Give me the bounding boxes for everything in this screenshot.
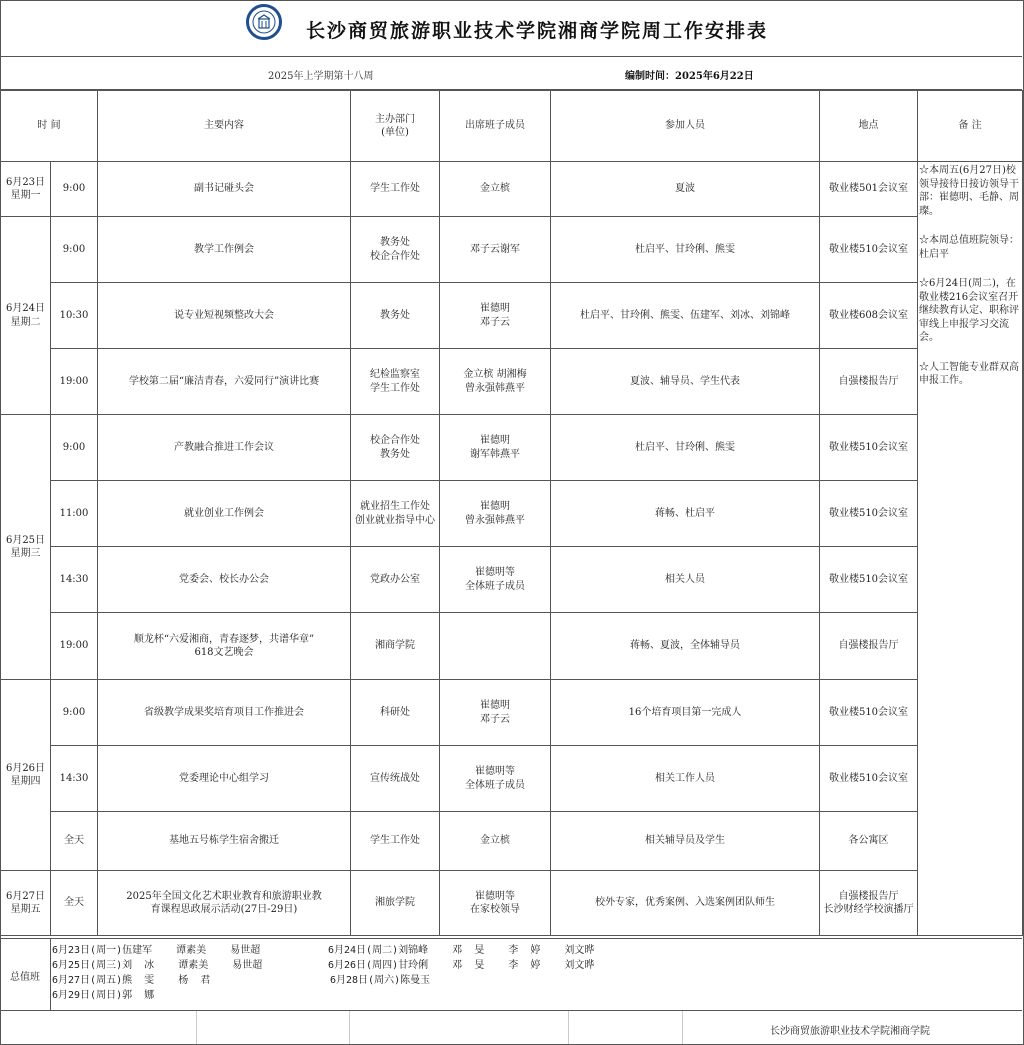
cell-leaders: 崔德明等 全体班子成员 [440, 547, 551, 613]
remark-item: ☆本周五(6月27日)校领导接待日接访领导干部：崔德明、毛静、周璨。 [919, 165, 1019, 217]
cell-time: 9:00 [51, 680, 98, 746]
cell-time: 14:30 [51, 547, 98, 613]
table-row [1, 481, 1023, 547]
table-row [1, 415, 1023, 481]
day-weekday: 星期四 [10, 776, 41, 787]
remark-item: ☆6月24日(周二)，在敬业楼216会议室召开继续教育认定、职称评审线上申报学习交流会。 [919, 278, 1019, 343]
duty-label: 总值班 [0, 939, 51, 1011]
cell-leaders: 崔德明 曾永强韩燕平 [440, 481, 551, 547]
page-header [0, 0, 1022, 57]
cell-attendees: 相关人员 [551, 547, 820, 613]
cell-time: 11:00 [51, 481, 98, 547]
day-cell [1, 871, 51, 936]
day-weekday: 星期五 [10, 904, 41, 915]
header-location: 地点 [820, 91, 918, 162]
cell-attendees: 夏波 [551, 162, 820, 217]
cell-time: 9:00 [51, 162, 98, 217]
cell-dept: 学生工作处 [351, 812, 440, 871]
cell-leaders [440, 613, 551, 680]
duty-section [0, 938, 1022, 1011]
cell-attendees: 相关辅导员及学生 [551, 812, 820, 871]
compiled-date: 编制时间：2025年6月22日 [625, 71, 754, 82]
cell-content: 党委理论中心组学习 [98, 746, 351, 812]
cell-content: 学校第二届“廉洁青春，六爱同行”演讲比赛 [98, 349, 351, 415]
cell-attendees: 夏波、辅导员、学生代表 [551, 349, 820, 415]
cell-leaders: 金立槟 [440, 812, 551, 871]
header-content: 主要内容 [98, 91, 351, 162]
cell-location: 各公寓区 [820, 812, 918, 871]
footer-divider [568, 1011, 683, 1044]
cell-leaders: 崔德明 邓子云 [440, 680, 551, 746]
cell-dept: 就业招生工作处 创业就业指导中心 [351, 481, 440, 547]
footer-divider [349, 1011, 569, 1044]
duty-line: 6月27日(周五)熊 雯 杨 君 [52, 975, 211, 986]
day-weekday: 星期三 [10, 548, 41, 559]
header-leaders: 出席班子成员 [440, 91, 551, 162]
duty-line: 6月24日(周二)刘锦峰 邓 旻 李 婷 刘文晔 [328, 945, 595, 956]
cell-time: 9:00 [51, 217, 98, 283]
cell-leaders: 崔德明 谢军韩燕平 [440, 415, 551, 481]
cell-time: 9:00 [51, 415, 98, 481]
cell-dept: 教务处 [351, 283, 440, 349]
table-header-row [1, 91, 1023, 162]
cell-content: 副书记碰头会 [98, 162, 351, 217]
cell-dept: 校企合作处 教务处 [351, 415, 440, 481]
cell-location: 敬业楼510会议室 [820, 415, 918, 481]
header-dept: 主办部门 (单位) [351, 91, 440, 162]
cell-time: 19:00 [51, 613, 98, 680]
cell-content: 说专业短视频整改大会 [98, 283, 351, 349]
cell-location: 敬业楼510会议室 [820, 746, 918, 812]
table-row [1, 349, 1023, 415]
table-body [1, 162, 1023, 936]
table-row [1, 547, 1023, 613]
header-remarks: 备 注 [918, 91, 1023, 162]
cell-content: 省级教学成果奖培育项目工作推进会 [98, 680, 351, 746]
footer-divider [0, 1011, 197, 1044]
subheader-row [0, 57, 1022, 90]
duty-line: 6月23日(周一)伍建军 谭素美 易世超 [52, 945, 261, 956]
table-row [1, 812, 1023, 871]
day-date: 6月26日 [5, 762, 46, 774]
cell-dept: 科研处 [351, 680, 440, 746]
duty-line: 6月25日(周三)刘 冰 谭素美 易世超 [52, 960, 263, 971]
cell-content: 就业创业工作例会 [98, 481, 351, 547]
cell-leaders: 金立槟 [440, 162, 551, 217]
page-footer [0, 1010, 1022, 1044]
schedule-table [0, 90, 1023, 936]
cell-leaders: 邓子云谢军 [440, 217, 551, 283]
cell-attendees: 蒋畅、夏波，全体辅导员 [551, 613, 820, 680]
header-attendees: 参加人员 [551, 91, 820, 162]
day-cell [1, 217, 51, 415]
cell-time: 14:30 [51, 746, 98, 812]
cell-attendees: 杜启平、甘玲俐、熊雯 [551, 217, 820, 283]
day-cell [1, 680, 51, 871]
cell-location: 敬业楼501会议室 [820, 162, 918, 217]
cell-leaders: 金立槟 胡湘梅 曾永强韩燕平 [440, 349, 551, 415]
cell-dept: 宣传统战处 [351, 746, 440, 812]
cell-location: 自强楼报告厅 长沙财经学校演播厅 [820, 871, 918, 936]
cell-dept: 纪检监察室 学生工作处 [351, 349, 440, 415]
cell-location: 敬业楼510会议室 [820, 680, 918, 746]
footer-org: 长沙商贸旅游职业技术学院湘商学院 [770, 1026, 930, 1037]
day-date: 6月25日 [5, 534, 46, 546]
header-time: 时 间 [1, 91, 98, 162]
table-row [1, 746, 1023, 812]
cell-content: 基地五号栋学生宿舍搬迁 [98, 812, 351, 871]
duty-line: 6月29日(周日)郭 娜 [52, 990, 155, 1001]
cell-location: 敬业楼510会议室 [820, 547, 918, 613]
cell-attendees: 杜启平、甘玲俐、熊雯 [551, 415, 820, 481]
page-title: 长沙商贸旅游职业技术学院湘商学院周工作安排表 [306, 20, 769, 42]
footer-divider [196, 1011, 350, 1044]
cell-time: 10:30 [51, 283, 98, 349]
day-weekday: 星期一 [10, 190, 41, 201]
cell-content: 教学工作例会 [98, 217, 351, 283]
cell-content: 产教融合推进工作会议 [98, 415, 351, 481]
school-seal-icon [246, 4, 282, 40]
table-row [1, 680, 1023, 746]
table-row [1, 613, 1023, 680]
cell-time: 全天 [51, 812, 98, 871]
cell-leaders: 崔德明等 全体班子成员 [440, 746, 551, 812]
day-weekday: 星期二 [10, 316, 41, 328]
table-row [1, 162, 1023, 217]
cell-dept: 党政办公室 [351, 547, 440, 613]
cell-location: 敬业楼510会议室 [820, 217, 918, 283]
duty-line: 6月26日(周四)甘玲俐 邓 旻 李 婷 刘文晔 [328, 960, 595, 971]
term-label: 2025年上学期第十八周 [268, 71, 374, 82]
cell-location: 敬业楼510会议室 [820, 481, 918, 547]
cell-content: 顺龙杯“六爱湘商，青春逐梦，共谱华章” 618文艺晚会 [98, 613, 351, 680]
cell-content: 党委会、校长办公会 [98, 547, 351, 613]
cell-attendees: 相关工作人员 [551, 746, 820, 812]
day-date: 6月27日 [5, 890, 46, 902]
cell-location: 自强楼报告厅 [820, 613, 918, 680]
table-row [1, 283, 1023, 349]
remarks-cell [918, 162, 1023, 936]
day-cell [1, 415, 51, 680]
cell-attendees: 蒋畅、杜启平 [551, 481, 820, 547]
cell-attendees: 校外专家，优秀案例、入选案例团队师生 [551, 871, 820, 936]
day-date: 6月23日 [5, 176, 46, 188]
cell-dept: 学生工作处 [351, 162, 440, 217]
cell-time: 全天 [51, 871, 98, 936]
cell-dept: 湘旅学院 [351, 871, 440, 936]
day-cell [1, 162, 51, 217]
cell-dept: 教务处 校企合作处 [351, 217, 440, 283]
cell-location: 自强楼报告厅 [820, 349, 918, 415]
cell-leaders: 崔德明 邓子云 [440, 283, 551, 349]
cell-content: 2025年全国文化艺术职业教育和旅游职业教 育课程思政展示活动(27日-29日) [98, 871, 351, 936]
cell-attendees: 16个培育项目第一完成人 [551, 680, 820, 746]
cell-leaders: 崔德明等 在家校领导 [440, 871, 551, 936]
table-row [1, 871, 1023, 936]
day-date: 6月24日 [5, 303, 46, 314]
remark-item: ☆本周总值班院领导：杜启平 [919, 235, 1019, 260]
table-row [1, 217, 1023, 283]
cell-time: 19:00 [51, 349, 98, 415]
cell-location: 敬业楼608会议室 [820, 283, 918, 349]
duty-line: 6月28日(周六)陈曼玉 [330, 975, 431, 986]
cell-dept: 湘商学院 [351, 613, 440, 680]
cell-attendees: 杜启平、甘玲俐、熊雯、伍建军、刘冰、刘锦峰 [551, 283, 820, 349]
remark-item: ☆人工智能专业群双高申报工作。 [919, 361, 1019, 386]
